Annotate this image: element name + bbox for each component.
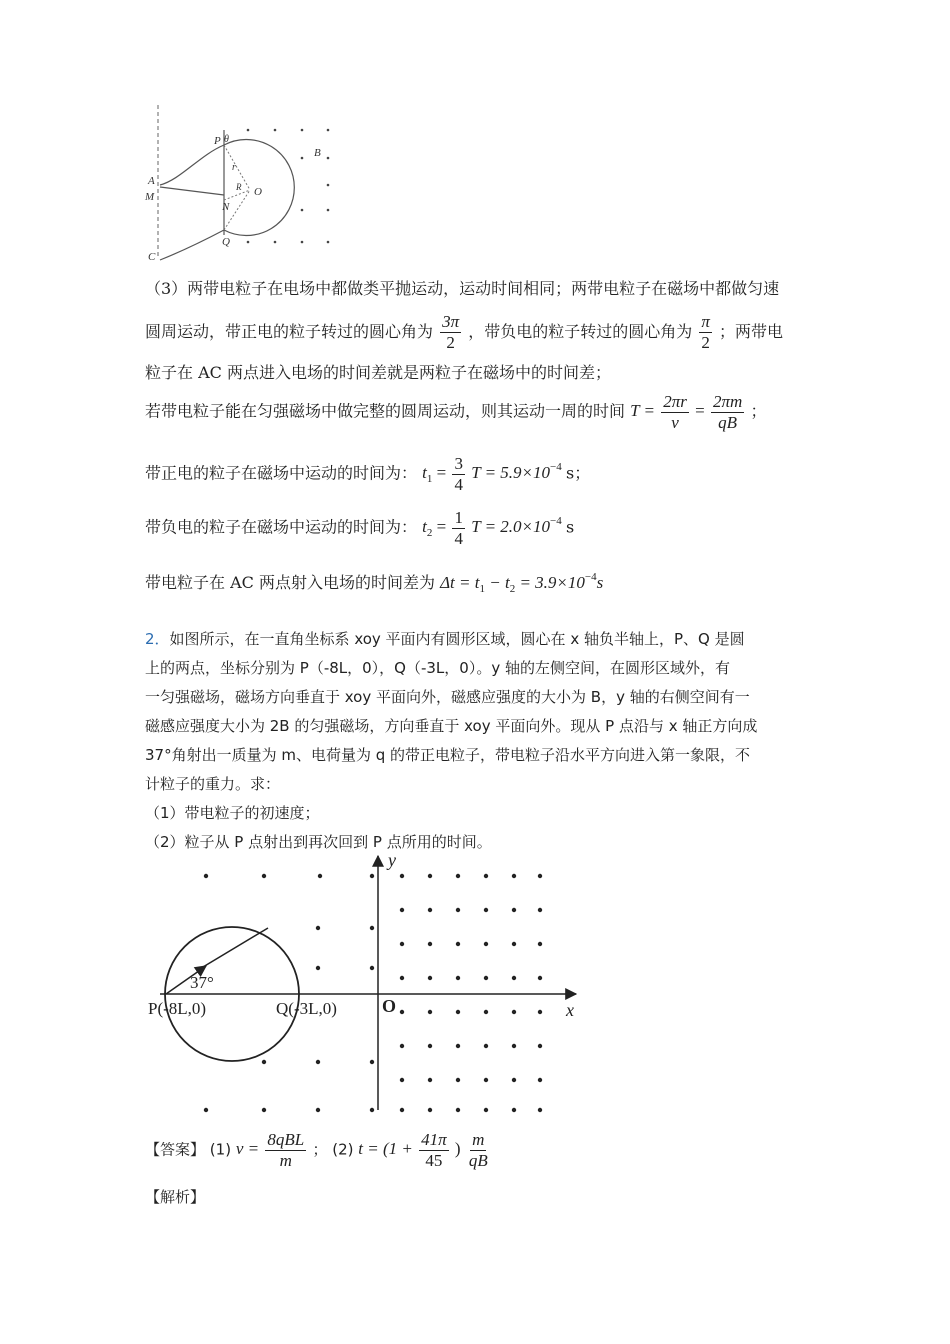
q2-sub-question-2: （2）粒子从 P 点射出到再次回到 P 点所用的时间。: [145, 833, 492, 851]
part3-line-6-text: 带负电的粒子在磁场中运动的时间为：: [145, 517, 418, 537]
question-number: 2．: [145, 630, 170, 648]
part3-line-1: （3）两带电粒子在电场中都做类平抛运动，运动时间相同；两带电粒子在磁场中都做匀速: [145, 279, 780, 298]
frac-den: 45: [425, 1151, 443, 1170]
field-dot: [400, 976, 404, 980]
t2-subscript: 2: [426, 527, 433, 540]
part3-line-5-text: 带正电的粒子在磁场中运动的时间为：: [145, 463, 418, 483]
field-dot: [512, 874, 516, 878]
field-dot: [484, 874, 488, 878]
frac-den: qB: [718, 413, 738, 432]
t1-formula: $t_1$ = $\frac{3}{4}$ $T = 5.9\times 10^{-4}$: [422, 454, 562, 494]
frac-num: 8qBL: [267, 1130, 305, 1149]
answer-line: [145, 1130, 492, 1171]
answer-separator: ；: [312, 1140, 328, 1159]
t1-value: T = 5.9×10: [471, 463, 551, 483]
fig1-label-B: B: [314, 147, 321, 159]
answer-tag: 【答案】: [145, 1140, 206, 1159]
point-Q-label: Q(-3L,0): [276, 999, 337, 1018]
fig1-label-A: A: [148, 175, 155, 187]
t1-unit: s；: [566, 463, 591, 483]
v-lhs: v =: [235, 1139, 260, 1159]
field-dot: [400, 908, 404, 912]
field-dot: [400, 874, 404, 878]
frac-den: v: [671, 413, 679, 432]
frac-num: π: [701, 312, 710, 331]
period-formula: [630, 392, 750, 432]
part3-line-5: [145, 454, 590, 495]
part3-line-7-text: 带电粒子在 AC 两点射入电场的时间差为: [145, 573, 435, 592]
figure-1-field-diagram: [140, 100, 340, 265]
field-dot: [456, 1078, 460, 1082]
fraction-2pim-over-qB: [711, 392, 744, 433]
t1-exponent: −4: [550, 461, 562, 474]
part3-line-4-end: ；: [750, 401, 767, 421]
dt-sub-1: 1: [479, 583, 485, 595]
q2-line-1-text: 如图所示，在一直角坐标系 xoy 平面内有圆形区域，圆心在 x 轴负半轴上，P、Q 是圆: [169, 630, 745, 648]
q2-line-5: 37°角射出一质量为 m、电荷量为 q 的带正电粒子，带电粒子沿水平方向进入第一象限，不: [145, 746, 751, 764]
field-dot: [456, 1044, 460, 1048]
t2-formula: $t_2$ = $\frac{1}{4}$ $T = 2.0\times 10^{-4}$: [422, 508, 562, 548]
dt-unit: s: [596, 573, 604, 592]
field-dot: [456, 1108, 460, 1112]
fraction-pi-over-2: [699, 312, 712, 353]
q2-line-3: 一匀强磁场，磁场方向垂直于 xoy 平面向外，磁感应强度的大小为 B，y 轴的右侧空间有一: [145, 688, 750, 706]
field-dot: [456, 942, 460, 946]
field-dot: [456, 1010, 460, 1014]
field-dot: [428, 1010, 432, 1014]
field-dot: [400, 1108, 404, 1112]
fig1-label-M: M: [145, 191, 155, 203]
dt-part-c: = 3.9×10: [515, 573, 585, 592]
figure-2-coordinate-diagram: [140, 848, 600, 1118]
field-dot: [428, 908, 432, 912]
part3-line-4: [145, 392, 767, 433]
t-close-paren: ): [454, 1139, 461, 1159]
field-dot: [512, 1010, 516, 1014]
field-dot: [428, 976, 432, 980]
frac-num: 1: [454, 508, 463, 527]
frac-num: m: [472, 1130, 485, 1149]
delta-t-formula: [440, 571, 604, 595]
x-axis-label: x: [566, 1000, 574, 1020]
part3-line-4-text: 若带电粒子能在匀强磁场中做完整的圆周运动，则其运动一周的时间: [145, 401, 626, 421]
fig1-label-N: N: [222, 201, 230, 213]
radius-line: [198, 928, 268, 970]
field-dot: [512, 1078, 516, 1082]
frac-den: 2: [446, 333, 455, 352]
field-dot: [538, 908, 542, 912]
field-dot: [428, 1044, 432, 1048]
part3-line-2c: ；两带电: [718, 322, 783, 341]
frac-den: 4: [454, 475, 463, 494]
fraction-m-over-qB: [467, 1130, 490, 1171]
T-lhs: T =: [630, 401, 655, 421]
field-dot: [484, 908, 488, 912]
part3-line-7: [145, 566, 603, 600]
field-dot: [538, 1010, 542, 1014]
frac-den: 2: [701, 333, 710, 352]
field-dot: [512, 1044, 516, 1048]
fig1-label-O: O: [254, 186, 262, 198]
fraction-8qBL-over-m: [265, 1130, 306, 1171]
answer-time-formula: [358, 1130, 491, 1170]
part3-line-2b: ，带负电的粒子转过的圆心角为: [468, 322, 693, 341]
field-dot: [484, 1044, 488, 1048]
dt-sub-2: 2: [509, 583, 516, 595]
fig1-label-P: P: [214, 135, 221, 147]
field-dot: [456, 874, 460, 878]
t2-symbol: t: [422, 517, 427, 537]
t2-value: T = 2.0×10: [471, 517, 551, 537]
fraction-41pi-over-45: [419, 1130, 449, 1171]
fig1-label-Q: Q: [222, 236, 230, 248]
part3-line-6: [145, 508, 574, 549]
q2-line-1: [145, 628, 745, 650]
field-dot: [456, 908, 460, 912]
frac-den: 4: [454, 529, 463, 548]
fraction-2pir-over-v: [661, 392, 689, 433]
part3-line-3: 粒子在 AC 两点进入电场的时间差就是两粒子在磁场中的时间差；: [145, 363, 611, 382]
field-dot: [538, 1108, 542, 1112]
field-dot: [484, 1078, 488, 1082]
fraction-3pi-over-2: [440, 312, 461, 353]
field-dot: [538, 874, 542, 878]
field-dots-right: [400, 874, 542, 1112]
field-dot: [538, 942, 542, 946]
field-dot: [428, 1108, 432, 1112]
dt-part-a: Δt = t: [440, 573, 480, 592]
frac-num: 2πm: [712, 392, 743, 411]
field-dot: [484, 942, 488, 946]
fig1-label-r: r: [232, 162, 236, 173]
fraction-1-over-4: [452, 508, 465, 549]
field-dot: [400, 1044, 404, 1048]
y-axis-label: y: [388, 850, 396, 870]
field-dot: [538, 1078, 542, 1082]
frac-den: m: [279, 1151, 292, 1170]
q2-line-2: 上的两点，坐标分别为 P（-8L，0），Q（-3L，0）。y 轴的左侧空间，在圆形区域外，有: [145, 659, 730, 677]
q2-line-6: 计粒子的重力。求：: [145, 775, 281, 793]
t-lhs: t = (1 +: [358, 1139, 413, 1159]
part3-line-2a: 圆周运动，带正电的粒子转过的圆心角为: [145, 322, 434, 341]
point-P-label: P(-8L,0): [148, 999, 207, 1018]
frac-den: qB: [468, 1151, 488, 1170]
field-dot: [512, 908, 516, 912]
field-dot: [484, 976, 488, 980]
fig1-label-C: C: [148, 251, 156, 263]
q2-line-4: 磁感应强度大小为 2B 的匀强磁场，方向垂直于 xoy 平面向外。现从 P 点沿与 x 轴正方向成: [145, 717, 758, 735]
field-dot: [538, 976, 542, 980]
frac-num: 2πr: [663, 392, 687, 411]
answer-part-2: (2): [332, 1140, 354, 1159]
field-dot: [428, 942, 432, 946]
fraction-3-over-4: [452, 454, 465, 495]
field-dots-left: [204, 874, 374, 1112]
dt-exponent: −4: [584, 571, 597, 583]
field-dot: [400, 1010, 404, 1014]
answer-velocity-formula: [235, 1130, 313, 1170]
frac-num: 3π: [442, 312, 460, 331]
field-dot: [484, 1010, 488, 1014]
t2-exponent: −4: [550, 515, 562, 528]
field-dot: [484, 1108, 488, 1112]
t1-symbol: t: [422, 463, 427, 483]
part3-line-2: [145, 312, 783, 353]
q2-sub-question-1: （1）带电粒子的初速度；: [145, 804, 320, 822]
field-dot: [428, 1078, 432, 1082]
t2-unit: s: [566, 517, 575, 537]
equals-sign: =: [695, 401, 705, 421]
field-dot: [512, 1108, 516, 1112]
field-dot: [400, 1078, 404, 1082]
fig1-label-theta: θ: [224, 134, 229, 145]
field-dot: [400, 942, 404, 946]
angle-label: 37°: [190, 973, 214, 992]
field-dot: [512, 942, 516, 946]
frac-num: 3: [454, 454, 463, 473]
dt-part-b: − t: [484, 573, 510, 592]
field-dot: [428, 874, 432, 878]
analysis-tag: 【解析】: [145, 1188, 206, 1206]
answer-part-1: (1): [209, 1140, 232, 1159]
field-dot: [512, 976, 516, 980]
frac-num: 41π: [421, 1130, 447, 1149]
fig1-label-R: R: [236, 182, 242, 192]
field-dot: [538, 1044, 542, 1048]
origin-label: O: [382, 996, 397, 1016]
t1-subscript: 1: [426, 473, 433, 486]
field-dot: [456, 976, 460, 980]
